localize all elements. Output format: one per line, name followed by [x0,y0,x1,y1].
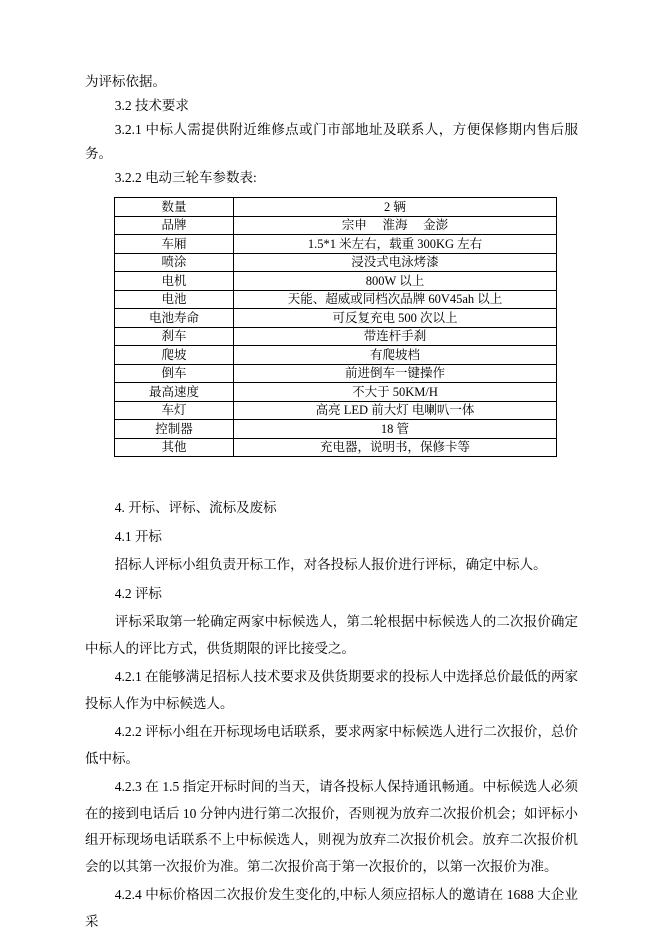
spec-row [115,401,557,420]
clause-4-2-3: 4.2.3 在 1.5 指定开标时间的当天，请各投标人保持通讯畅通。中标候选人必须在的接到电话后 10 分钟内进行第二次报价，否则视为放弃二次报价机会；如评标小组开标现场电话联系不上中标候选人，则视为放弃二次报价机会。放弃二次报价机会的以其第一次报价为准。第二次报价高于第一次报价的，以第一次报价为准。 [85,779,578,874]
vehicle-spec-table [114,197,557,457]
spec-label-cell: 其他 [115,438,234,457]
spec-row [115,327,557,346]
section-4-1-heading: 4.1 开标 [114,528,162,544]
spec-value-cell: 2 辆 [234,198,557,217]
spec-value-cell: 带连杆手刹 [234,327,557,346]
spec-label-cell: 电池寿命 [115,309,234,328]
spec-row [115,253,557,272]
spec-row [115,438,557,457]
spec-label-cell: 电机 [115,272,234,291]
spec-row [115,235,557,254]
spec-label-cell: 爬坡 [115,346,234,365]
spec-value-cell: 宗申 淮海 金澎 [234,216,557,235]
spec-value-cell: 天能、超威或同档次品牌 60V45ah 以上 [234,290,557,309]
section-4-heading: 4. 开标、评标、流标及废标 [114,500,277,515]
spec-row [115,272,557,291]
spec-label-cell: 最高速度 [115,383,234,402]
spec-label-cell: 控制器 [115,420,234,439]
clause-4-2-2: 4.2.2 评标小组在开标现场电话联系，要求两家中标候选人进行二次报价，总价低中标。 [85,724,578,766]
spec-row [115,290,557,309]
continuation-text: 为评标依据。 [85,74,166,89]
spec-value-cell: 前进倒车一键操作 [234,364,557,383]
spec-label-cell: 数量 [115,198,234,217]
clause-4-2-4: 4.2.4 中标价格因二次报价发生变化的,中标人须应招标人的邀请在 1688 大企业采 [85,887,578,929]
spec-value-cell: 充电器，说明书，保修卡等 [234,438,557,457]
spec-value-cell: 高亮 LED 前大灯 电喇叭一体 [234,401,557,420]
spec-value-cell: 浸没式电泳烤漆 [234,253,557,272]
spec-value-cell: 不大于 50KM/H [234,383,557,402]
section-3-2-heading: 3.2 技术要求 [114,98,189,113]
spec-row [115,309,557,328]
spec-value-cell: 1.5*1 米左右，载重 300KG 左右 [234,235,557,254]
section-4-2-heading: 4.2 评标 [114,585,162,601]
spec-label-cell: 喷涂 [115,253,234,272]
spec-label-cell: 刹车 [115,327,234,346]
spec-row [115,364,557,383]
clause-4-1-text: 招标人评标小组负责开标工作，对各投标人报价进行评标，确定中标人。 [114,557,547,572]
spec-label-cell: 倒车 [115,364,234,383]
spec-row [115,216,557,235]
spec-value-cell: 800W 以上 [234,272,557,291]
spec-row [115,346,557,365]
spec-row [115,420,557,439]
clause-3-2-2: 3.2.2 电动三轮车参数表: [114,170,257,185]
clause-4-2-1: 4.2.1 在能够满足招标人技术要求及供货期要求的投标人中选择总价最低的两家投标人作为中标候选人。 [85,669,578,711]
spec-label-cell: 车厢 [115,235,234,254]
spec-row [115,383,557,402]
spec-label-cell: 电池 [115,290,234,309]
spec-row [115,198,557,217]
spec-value-cell: 18 管 [234,420,557,439]
spec-label-cell: 车灯 [115,401,234,420]
clause-3-2-1: 3.2.1 中标人需提供附近维修点或门市部地址及联系人，方便保修期内售后服务。 [85,122,578,161]
spec-label-cell: 品牌 [115,216,234,235]
spec-value-cell: 可反复充电 500 次以上 [234,309,557,328]
spec-value-cell: 有爬坡档 [234,346,557,365]
clause-4-2-text: 评标采取第一轮确定两家中标候选人，第二轮根据中标候选人的二次报价确定中标人的评比方式，供货期限的评比接受之。 [85,614,578,656]
